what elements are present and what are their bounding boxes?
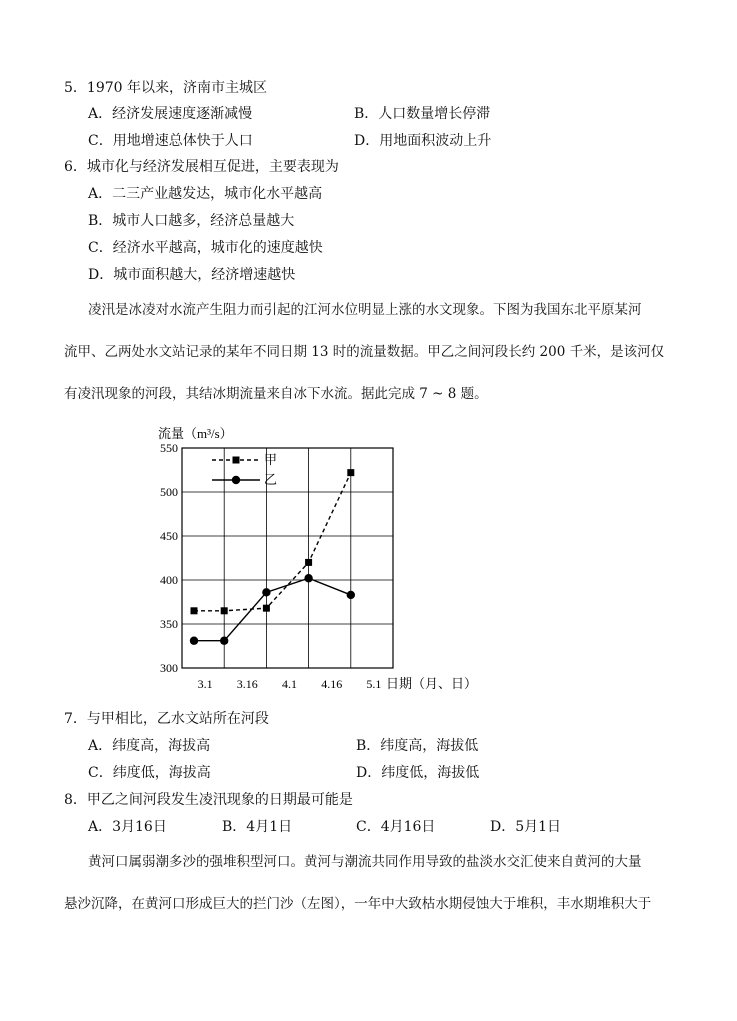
data-point-jia — [191, 607, 198, 614]
passage1-line-3: 有凌汛现象的河段，其结冰期流量来自冰下水流。据此完成 7 ~ 8 题。 — [64, 386, 488, 402]
passage2-line-1: 黄河口属弱潮多沙的强堆积型河口。黄河与潮流共同作用导致的盐淡水交汇使来自黄河的大量 — [88, 854, 642, 870]
y-tick-label: 350 — [160, 617, 178, 631]
legend-marker-yi — [232, 476, 240, 484]
passage1-line-2: 流甲、乙两处水文站记录的某年不同日期 13 时的流量数据。甲乙之间河段长约 200 千米，是该河仅 — [64, 344, 665, 360]
data-point-yi — [262, 588, 270, 596]
y-tick-label: 400 — [160, 573, 178, 587]
data-point-jia — [221, 607, 228, 614]
q7-stem: 7．与甲相比，乙水文站所在河段 — [64, 711, 269, 727]
legend-label: 甲 — [264, 452, 278, 467]
q5-option-d[interactable]: D．用地面积波动上升 — [354, 133, 492, 149]
q8-option-c[interactable]: C．4月16日 — [356, 819, 436, 835]
data-point-yi — [347, 591, 355, 599]
q6-option-a[interactable]: A．二三产业越发达，城市化水平越高 — [88, 186, 323, 202]
series-line-yi — [194, 578, 351, 640]
x-tick-label: 5.1 — [366, 677, 382, 691]
passage1-line-1: 凌汛是冰凌对水流产生阻力而引起的江河水位明显上涨的水文现象。下图为我国东北平原某河 — [88, 302, 642, 318]
q6-stem: 6．城市化与经济发展相互促进，主要表现为 — [64, 159, 339, 175]
q6-option-b[interactable]: B．城市人口越多，经济总量越大 — [88, 213, 295, 229]
q5-option-a[interactable]: A．经济发展速度逐渐减慢 — [88, 106, 253, 122]
q7-option-a[interactable]: A．纬度高，海拔高 — [88, 738, 211, 754]
q7-option-d[interactable]: D．纬度低，海拔低 — [356, 765, 480, 781]
flow-chart — [150, 420, 510, 695]
x-tick-label: 4.16 — [321, 677, 343, 691]
q5-option-c[interactable]: C．用地增速总体快于人口 — [88, 133, 253, 149]
q7-option-c[interactable]: C．纬度低，海拔高 — [88, 765, 211, 781]
legend-label: 乙 — [264, 472, 278, 487]
x-tick-label: 3.1 — [197, 677, 213, 691]
q6-option-c[interactable]: C．经济水平越高，城市化的速度越快 — [88, 240, 323, 256]
legend-marker-jia — [233, 457, 240, 464]
q8-stem: 8．甲乙之间河段发生凌汛现象的日期最可能是 — [64, 792, 353, 808]
data-point-yi — [304, 574, 312, 582]
q5-stem: 5．1970 年以来，济南市主城区 — [64, 80, 267, 96]
data-point-jia — [347, 469, 354, 476]
data-point-jia — [305, 559, 312, 566]
q5-option-b[interactable]: B．人口数量增长停滞 — [354, 106, 491, 122]
q8-option-d[interactable]: D．5月1日 — [490, 819, 562, 835]
q8-option-b[interactable]: B．4月1日 — [222, 819, 293, 835]
chart-xlabel: 日期（月、日） — [386, 676, 478, 691]
y-tick-label: 500 — [160, 485, 178, 499]
passage2-line-2: 悬沙沉降，在黄河口形成巨大的拦门沙（左图），一年中大致枯水期侵蚀大于堆积，丰水期堆积大于 — [64, 896, 652, 912]
data-point-jia — [263, 605, 270, 612]
q7-option-b[interactable]: B．纬度高，海拔低 — [356, 738, 479, 754]
q6-option-d[interactable]: D．城市面积越大，经济增速越快 — [88, 267, 296, 283]
data-point-yi — [190, 637, 198, 645]
x-tick-label: 3.16 — [236, 677, 258, 691]
y-tick-label: 300 — [160, 661, 178, 675]
data-point-yi — [220, 637, 228, 645]
y-tick-label: 450 — [160, 529, 178, 543]
plot-frame — [182, 448, 393, 668]
x-tick-label: 4.1 — [282, 677, 297, 691]
y-tick-label: 550 — [160, 441, 178, 455]
chart-ylabel: 流量（m³/s） — [158, 426, 233, 441]
q8-option-a[interactable]: A．3月16日 — [88, 819, 167, 835]
